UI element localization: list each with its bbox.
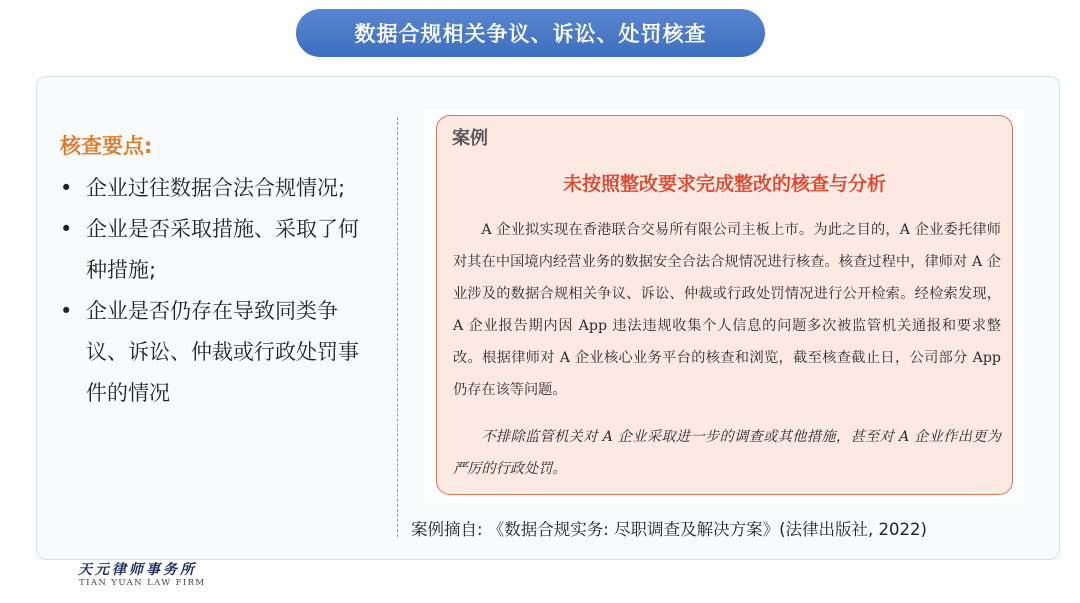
case-paragraph: A 企业拟实现在香港联合交易所有限公司主板上市。为此之目的，A 企业委托律师对其在中国境内经营业务的数据安全合法合规情况进行核查。核查过程中，律师对 A 企业涉及的数据合规相关争议、诉讼、仲裁或行政处罚情况进行公开检索。经检索发现，A 企业报告期内因 App 违法违规收集个人信息的问题多次被监管机关通报和要求整改。根据律师对 A 企业核心业务平台的核查和浏览，截至核查截止日，公司部分 App 仍存在该等问题。 — [453, 222, 1001, 398]
source-citation: 案例摘自: 《数据合规实务: 尽职调查及解决方案》(法律出版社, 2022) — [411, 520, 927, 539]
firm-logo-chinese: 天元律师事务所 — [78, 562, 197, 578]
list-item — [60, 168, 360, 209]
page-title: 数据合规相关争议、诉讼、处罚核查 — [296, 9, 765, 57]
case-card — [424, 110, 1024, 502]
list-item-text: 企业是否仍存在导致同类争议、诉讼、仲裁或行政处罚事件的情况 — [86, 299, 359, 405]
dashed-divider — [397, 117, 398, 537]
bullet-icon: • — [60, 176, 73, 200]
case-conclusion: 不排除监管机关对 A 企业采取进一步的调查或其他措施，甚至对 A 企业作出更为严厉的行政处罚。 — [453, 429, 1001, 477]
key-points-heading: 核查要点: — [60, 134, 153, 158]
list-item — [60, 209, 360, 291]
bullet-icon: • — [60, 299, 73, 323]
bullet-icon: • — [60, 217, 73, 241]
case-title: 未按照整改要求完成整改的核查与分析 — [562, 173, 886, 195]
case-box — [436, 115, 1013, 495]
key-points-list — [60, 168, 360, 414]
list-item-text: 企业是否采取措施、采取了何种措施; — [86, 217, 359, 282]
case-label: 案例 — [452, 128, 488, 149]
list-item — [60, 291, 360, 414]
list-item-text: 企业过往数据合法合规情况; — [86, 176, 346, 200]
firm-logo-english: TIAN YUAN LAW FIRM — [79, 578, 206, 588]
